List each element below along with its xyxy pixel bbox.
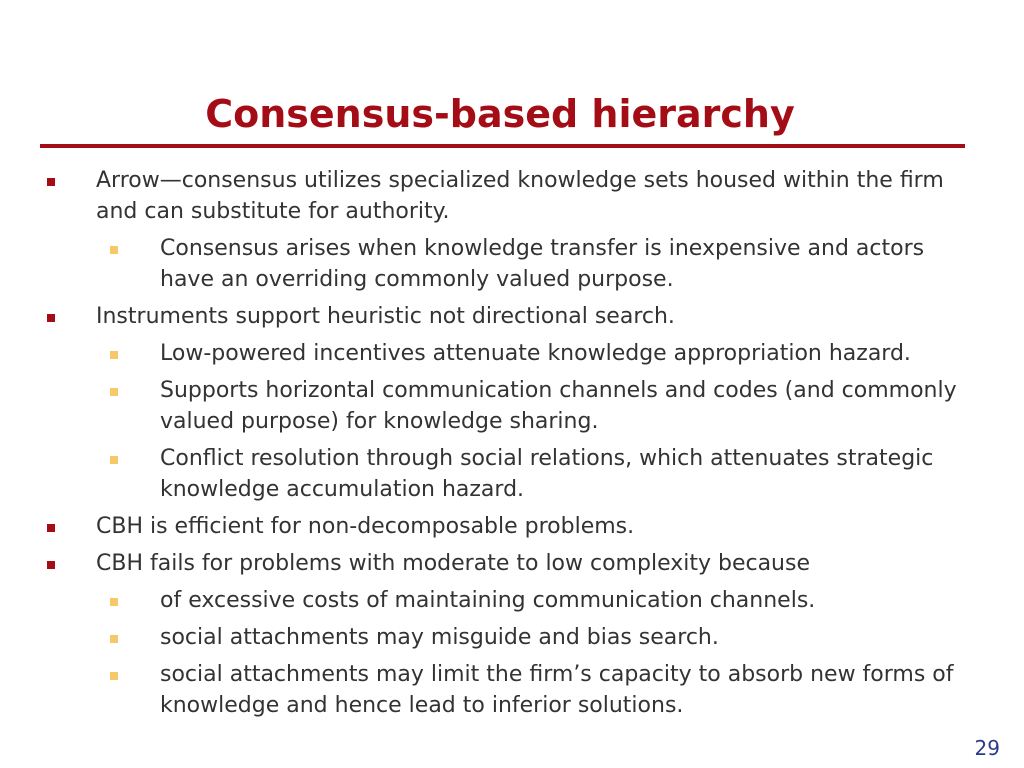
square-bullet-icon xyxy=(110,456,118,464)
square-bullet-icon xyxy=(110,351,118,359)
bullet-text: Supports horizontal communication channels and codes (and commonly valued purpose) for knowledge sharing. xyxy=(160,378,957,434)
square-bullet-icon xyxy=(110,388,118,396)
bullet-text: Low-powered incentives attenuate knowledge appropriation hazard. xyxy=(160,341,911,366)
bullet-text: CBH is efficient for non-decomposable problems. xyxy=(96,514,635,539)
bullet-level2 xyxy=(0,338,970,369)
bullet-text: social attachments may limit the firm’s capacity to absorb new forms of knowledge and hence lead to inferior solutions. xyxy=(160,662,954,718)
title-underline xyxy=(40,144,965,148)
bullet-text: of excessive costs of maintaining communication channels. xyxy=(160,588,816,613)
bullet-level1 xyxy=(0,511,956,542)
slide-number: 29 xyxy=(974,736,1000,760)
bullet-list xyxy=(0,165,1024,721)
bullet-text: Arrow—consensus utilizes specialized knowledge sets housed within the firm and can substitute for authority. xyxy=(96,168,944,224)
square-bullet-icon xyxy=(110,598,118,606)
bullet-level2 xyxy=(0,622,970,653)
bullet-level1 xyxy=(0,165,956,227)
square-bullet-icon xyxy=(110,246,118,254)
bullet-text: Instruments support heuristic not directional search. xyxy=(96,304,675,329)
square-bullet-icon xyxy=(47,524,55,532)
bullet-level2 xyxy=(0,233,970,295)
bullet-text: CBH fails for problems with moderate to low complexity because xyxy=(96,551,811,576)
square-bullet-icon xyxy=(47,178,55,186)
bullet-level2 xyxy=(0,585,970,616)
square-bullet-icon xyxy=(47,314,55,322)
bullet-level1 xyxy=(0,548,956,579)
bullet-text: social attachments may misguide and bias search. xyxy=(160,625,719,650)
bullet-text: Conflict resolution through social relations, which attenuates strategic knowledge accumulation hazard. xyxy=(160,446,934,502)
bullet-text: Consensus arises when knowledge transfer is inexpensive and actors have an overriding commonly valued purpose. xyxy=(160,236,925,292)
bullet-level1 xyxy=(0,301,956,332)
square-bullet-icon xyxy=(47,561,55,569)
bullet-level2 xyxy=(0,443,970,505)
slide-title: Consensus-based hierarchy xyxy=(205,92,795,136)
bullet-level2 xyxy=(0,375,970,437)
square-bullet-icon xyxy=(110,635,118,643)
bullet-level2 xyxy=(0,659,970,721)
square-bullet-icon xyxy=(110,672,118,680)
